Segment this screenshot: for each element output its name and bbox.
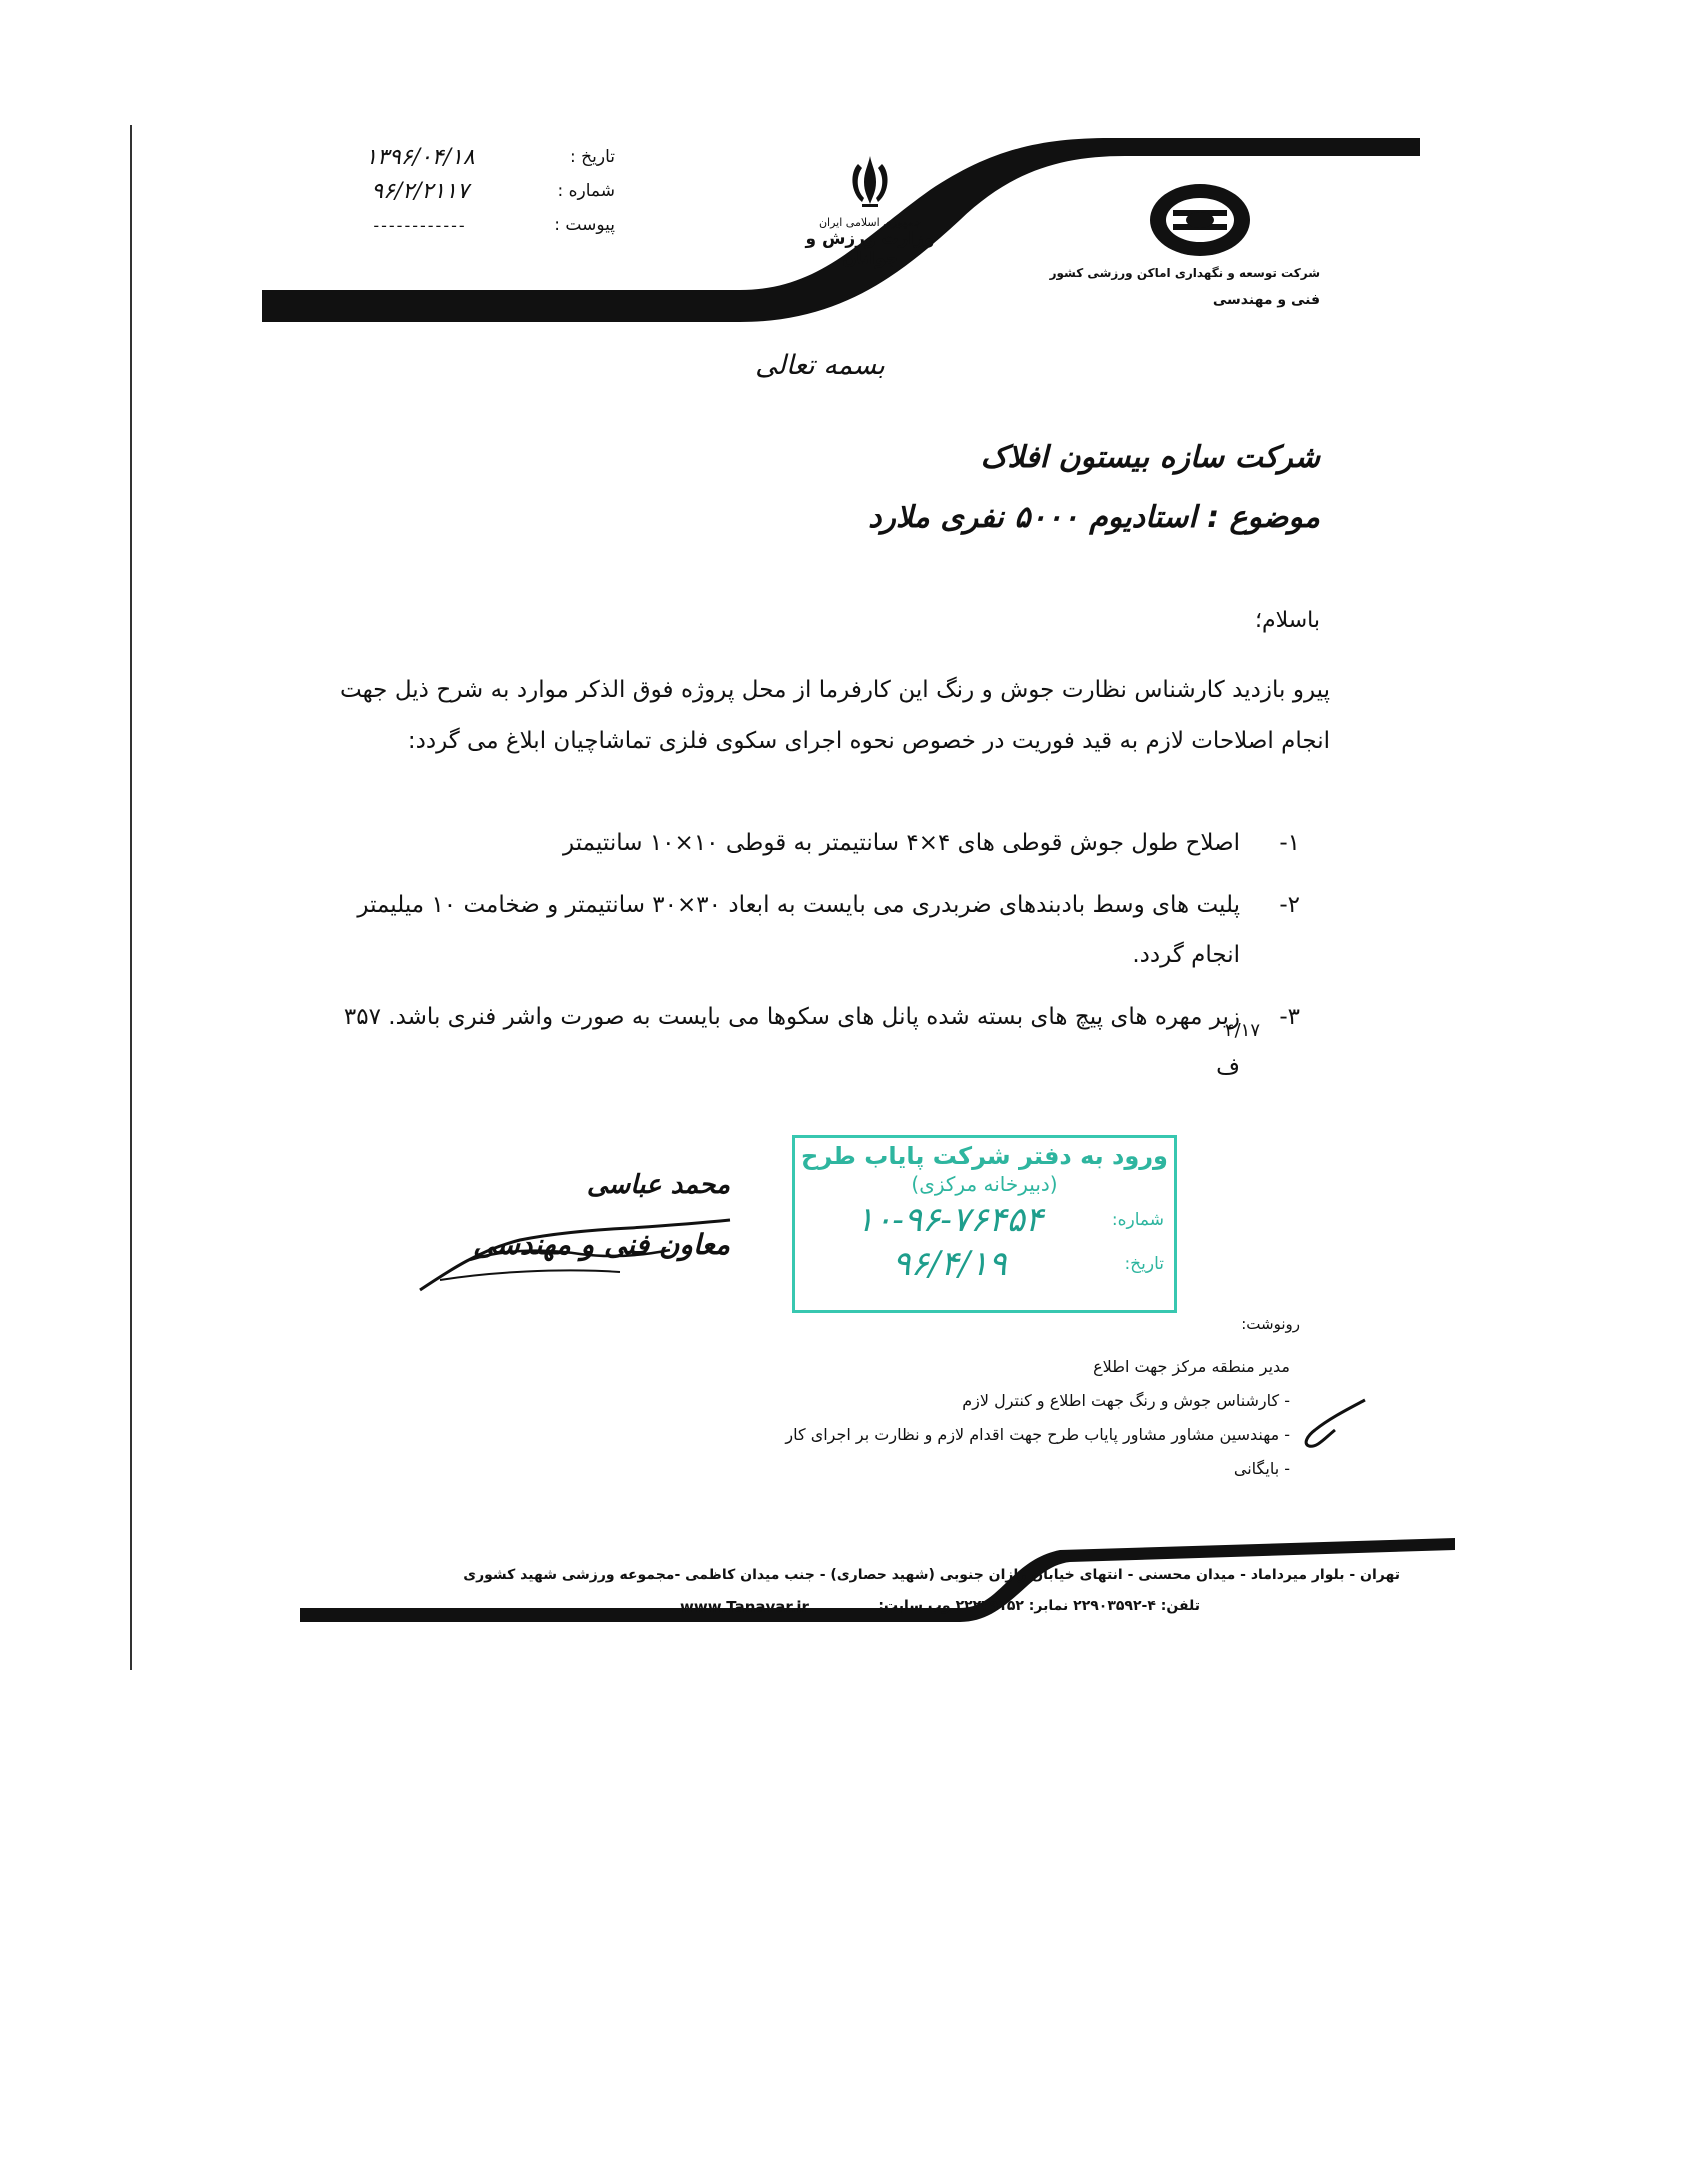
- date-label: تاریخ :: [570, 147, 615, 167]
- org-name: شرکت توسعه و نگهداری اماکن ورزشی کشور: [1049, 266, 1320, 280]
- org-department: فنی و مهندسی: [1212, 292, 1320, 308]
- footer-address: تهران - بلوار میرداماد - میدان محسنی - انتهای خیابان رازان جنوبی (شهید حصاری) - جنب میدان کاظمی -مجموعه ورزشی شهید کشوری: [463, 1567, 1400, 1583]
- date-value: ۱۳۹۶/۰۴/۱۸: [365, 144, 475, 170]
- stamp-number-value: ۱۰-۹۶-۷۶۴۵۴: [855, 1200, 1044, 1240]
- stamp-date-label: تاریخ:: [1124, 1254, 1164, 1274]
- attachment-label: پیوست :: [554, 215, 615, 235]
- signatory-name: محمد عباسی: [586, 1170, 730, 1200]
- item-text: زیر مهره های پیچ های بسته شده پانل های سکوها می بایست به صورت واشر فنری باشد. ۳۵۷ ف: [343, 1004, 1240, 1080]
- stamp-number-label: شماره:: [1111, 1210, 1164, 1230]
- footer-website: www.Tanavar.ir: [680, 1598, 809, 1616]
- cc-item: - بایگانی: [1233, 1459, 1290, 1478]
- item-text: پلیت های وسط بادبندهای ضربدری می بایست به ابعاد ۳۰×۳۰ سانتیمتر و ضخامت ۱۰ میلیمتر انجام گردد.: [357, 892, 1240, 968]
- cc-item: - مهندسین مشاور مشاور پایاب طرح جهت اقدام لازم و نظارت بر اجرای کار: [785, 1425, 1290, 1444]
- invocation: بسمه تعالی: [755, 350, 885, 381]
- subject: موضوع : استادیوم ۵۰۰۰ نفری ملارد: [868, 500, 1320, 535]
- ministry-country: جمهوری اسلامی ایران: [818, 216, 922, 229]
- cc-item: مدیر منطقه مرکز جهت اطلاع: [1093, 1357, 1290, 1376]
- attachment-value: ------------: [373, 215, 467, 235]
- footer-contact: تلفن: ۴-۲۲۹۰۳۵۹۲ نمابر: ۲۲۲۲۹۱۵۲ وب سایت:: [878, 1598, 1200, 1614]
- signatory-title: معاون فنی و مهندسی: [473, 1228, 730, 1261]
- cc-item: - کارشناس جوش و رنگ جهت اطلاع و کنترل لازم: [962, 1391, 1290, 1410]
- stamp-date-value: ۹۶/۴/۱۹: [892, 1244, 1007, 1284]
- body-paragraph: پیرو بازدید کارشناس نظارت جوش و رنگ این کارفرما از محل پروژه فوق الذکر موارد به شرح ذیل جهت انجام اصلاحات لازم به قید فوریت در خصوص نحوه اجرای سکوی فلزی تماشاچیان ابلاغ می گردد:: [340, 677, 1330, 754]
- greeting: باسلام؛: [1254, 608, 1320, 633]
- ministry-name: وزارت ورزش و جوانان: [805, 229, 935, 269]
- item-number: ۱-: [1279, 830, 1300, 856]
- stamp-subtitle: (دبیرخانه مرکزی): [911, 1172, 1058, 1196]
- item-number: ۳-: [1279, 1004, 1300, 1030]
- number-value: ۹۶/۲/۲۱۱۷: [371, 178, 469, 204]
- item-text: اصلاح طول جوش قوطی های ۴×۴ سانتیمتر به قوطی ۱۰×۱۰ سانتیمتر: [563, 830, 1240, 856]
- recipient: شرکت سازه بیستون افلاک: [980, 440, 1320, 475]
- cc-label: رونوشت:: [1241, 1315, 1300, 1333]
- item-number: ۲-: [1279, 892, 1300, 918]
- annotation-date: ۴/۱۷: [1224, 1020, 1260, 1041]
- number-label: شماره :: [557, 181, 615, 201]
- stamp-title: ورود به دفتر شرکت پایاب طرح: [801, 1142, 1168, 1170]
